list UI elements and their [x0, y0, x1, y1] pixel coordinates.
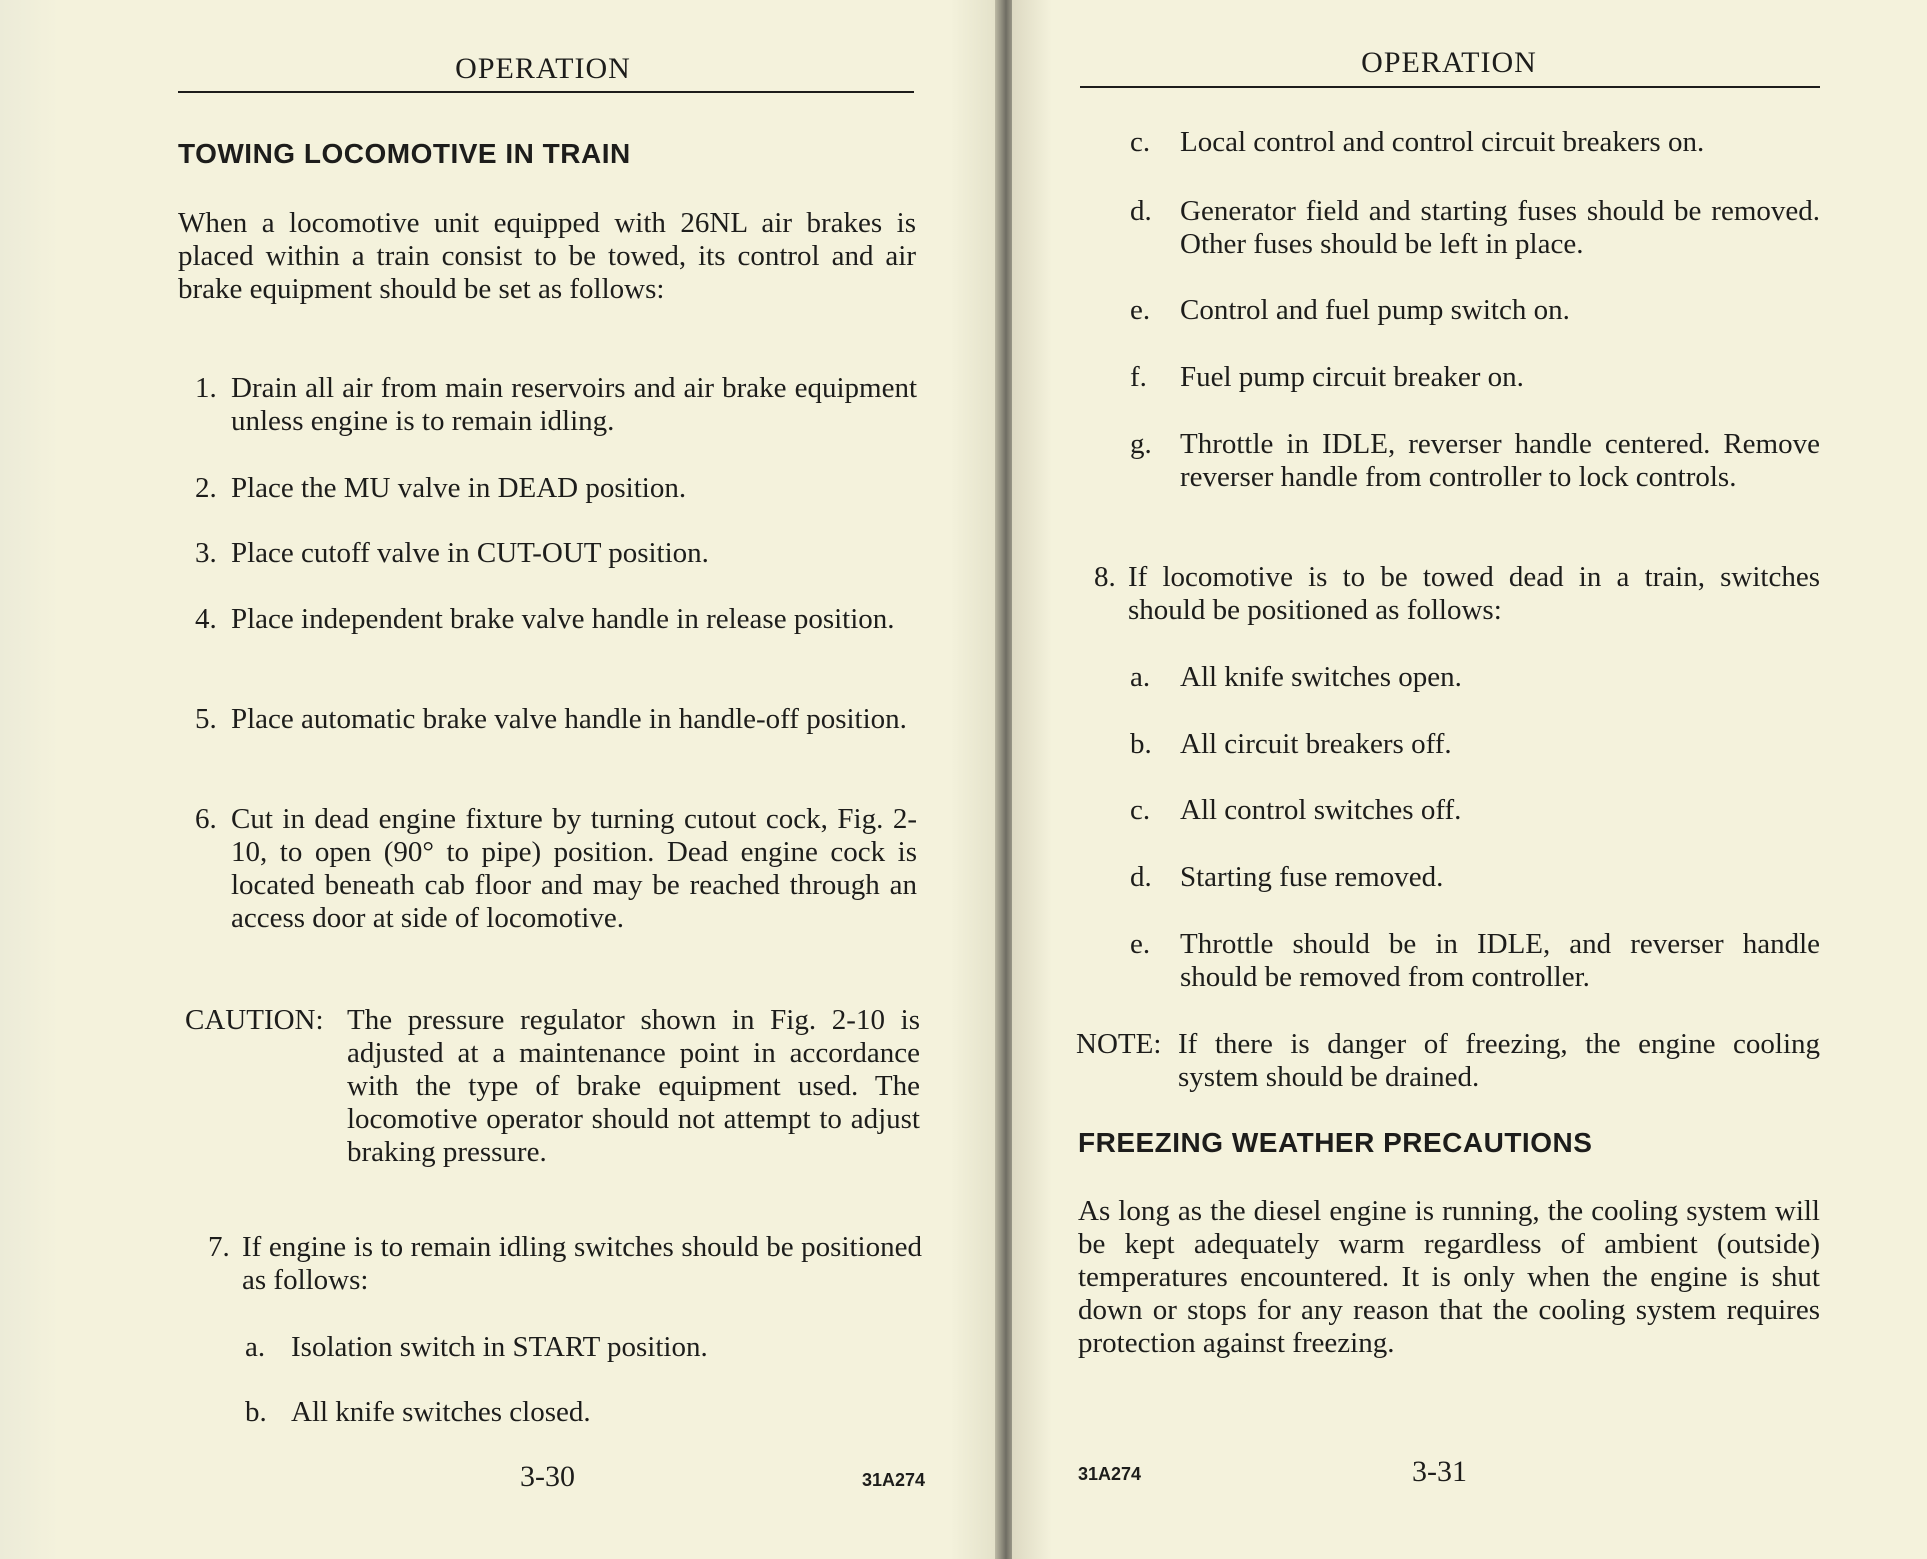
section-title-freezing: FREEZING WEATHER PRECAUTIONS: [1078, 1127, 1593, 1158]
step-7-sub-a: a. Isolation switch in START position.: [245, 1331, 708, 1363]
step-8-sub-c: c. All control switches off.: [1130, 794, 1462, 826]
left-page-number: 3-30: [520, 1460, 575, 1493]
intro-paragraph: When a locomotive unit equipped with 26NL air brakes is placed within a train consist to be towed, its control and air brake equipment should be set as follows:: [178, 207, 916, 305]
step-8-sub-b: b. All circuit breakers off.: [1130, 728, 1452, 760]
step-4: 4. Place independent brake valve handle in release position.: [195, 603, 895, 635]
right-page-header: OPERATION: [1361, 46, 1537, 79]
left-header-rule: [178, 91, 914, 93]
note-block: [1076, 1028, 1820, 1094]
right-page-number: 3-31: [1412, 1455, 1467, 1488]
step-7-sub-f: f. Fuel pump circuit breaker on.: [1130, 361, 1524, 393]
step-8: 8. If locomotive is to be towed dead in a train, switches should be positioned as follows:: [1094, 561, 1820, 626]
note-text: If there is danger of freezing, the engine cooling system should be drained.: [1178, 1028, 1820, 1093]
step-5: 5. Place automatic brake valve handle in handle-off position.: [195, 703, 907, 735]
step-8-sub-a: a. All knife switches open.: [1130, 661, 1462, 693]
note-label: NOTE:: [1076, 1028, 1162, 1060]
right-page: [1012, 0, 1927, 1559]
step-7-sub-g: g. Throttle in IDLE, reverser handle centered. Remove reverser handle from controller to lock controls.: [1130, 428, 1820, 493]
step-7-sub-e: e. Control and fuel pump switch on.: [1130, 294, 1570, 326]
step-2: 2. Place the MU valve in DEAD position.: [195, 472, 687, 504]
step-7: 7. If engine is to remain idling switches should be positioned as follows:: [208, 1231, 922, 1296]
step-8-sub-e: e. Throttle should be in IDLE, and reverser handle should be removed from controller.: [1130, 928, 1820, 993]
step-6: 6. Cut in dead engine fixture by turning cutout cock, Fig. 2-10, to open (90° to pipe) position. Dead engine cock is located beneath cab floor and may be reached through an access door at side of locomotive.: [195, 803, 917, 934]
caution-block: [185, 1004, 920, 1169]
left-page-header: OPERATION: [455, 52, 631, 85]
step-7-sub-d: d. Generator field and starting fuses should be removed. Other fuses should be left in place.: [1130, 195, 1820, 260]
freezing-paragraph: As long as the diesel engine is running, the cooling system will be kept adequately warm regardless of ambient (outside) temperatures encountered. It is only when the engine is shut down or stops for any reason that the cooling system requires protection against freezing.: [1078, 1195, 1820, 1359]
step-3: 3. Place cutoff valve in CUT-OUT position.: [195, 537, 709, 569]
left-doc-code: 31A274: [862, 1470, 926, 1490]
step-8-sub-d: d. Starting fuse removed.: [1130, 861, 1444, 893]
caution-text: The pressure regulator shown in Fig. 2-10 is adjusted at a maintenance point in accordance with the type of brake equipment used. The locomotive operator should not attempt to adjust braking pressure.: [347, 1004, 920, 1168]
right-header-rule: [1080, 86, 1820, 88]
section-title-towing: TOWING LOCOMOTIVE IN TRAIN: [178, 138, 631, 169]
caution-label: CAUTION:: [185, 1004, 324, 1036]
right-doc-code: 31A274: [1078, 1464, 1142, 1484]
step-7-sub-b: b. All knife switches closed.: [245, 1396, 591, 1428]
step-1: 1. Drain all air from main reservoirs and air brake equipment unless engine is to remain idling.: [195, 372, 917, 437]
step-7-sub-c: c. Local control and control circuit breakers on.: [1130, 126, 1705, 158]
